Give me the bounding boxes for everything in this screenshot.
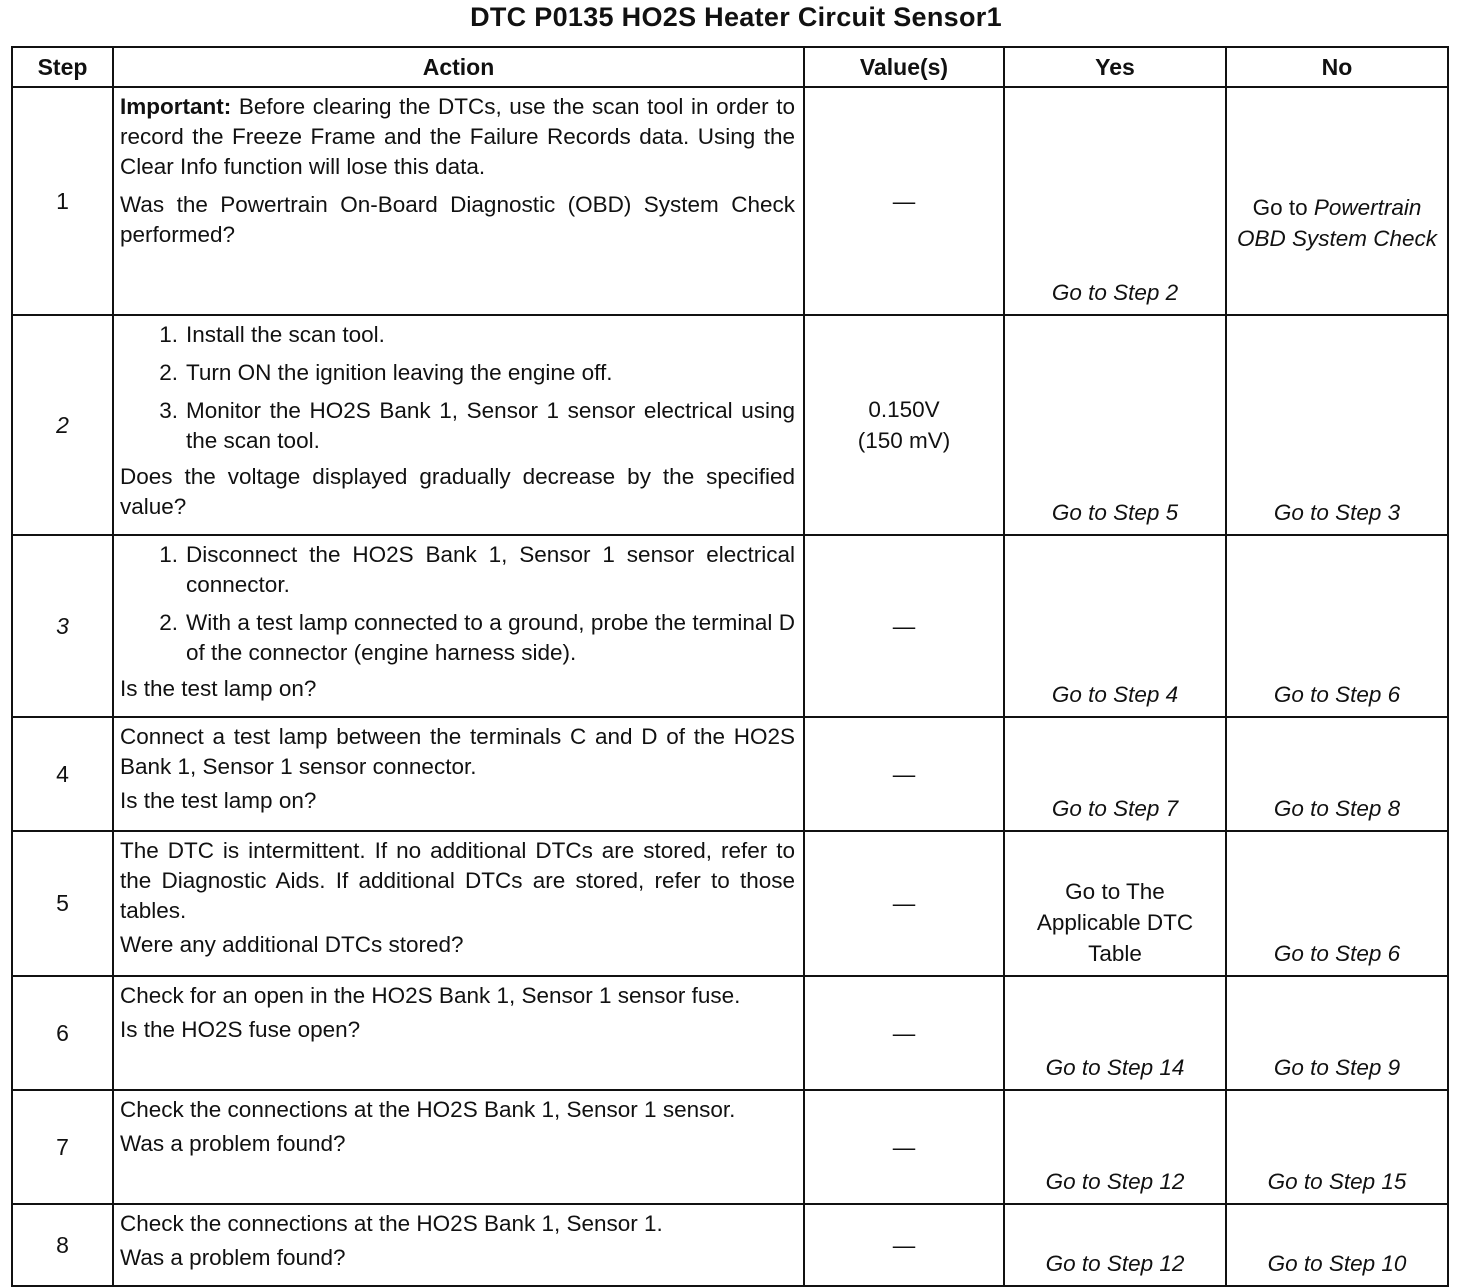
step-number: 6 [12,976,113,1090]
action-cell [113,831,804,976]
table-row [12,315,1448,535]
action-cell [113,87,804,315]
action-cell [113,1090,804,1204]
important-text: Before clearing the DTCs, use the scan tool in order to record the Freeze Frame and the Failure Records data. Using the Clear Info function will lose this data. [120,94,795,179]
action-question: Was a problem found? [120,1131,346,1156]
yes-cell: Go to The Applicable DTC Table [1004,831,1226,976]
action-question: Is the test lamp on? [120,788,317,813]
yes-cell: Go to Step 12 [1004,1204,1226,1286]
list-number: 1. [159,322,178,347]
no-prefix: Go to [1252,195,1314,220]
header-no: No [1226,47,1448,87]
step-number: 1 [12,87,113,315]
action-text: Check the connections at the HO2S Bank 1, Sensor 1 sensor. [120,1097,736,1122]
value-dash: — [892,761,916,787]
table-row [12,87,1448,315]
list-item [120,540,795,600]
header-yes: Yes [1004,47,1226,87]
action-cell [113,315,804,535]
list-number: 2. [159,610,178,635]
page-title: DTC P0135 HO2S Heater Circuit Sensor1 [470,2,1002,32]
value-cell [804,976,1004,1090]
header-action: Action [113,47,804,87]
yes-cell: Go to Step 5 [1004,315,1226,535]
step-number: 3 [12,535,113,717]
list-number: 2. [159,360,178,385]
value-cell [804,831,1004,976]
no-cell: Go to Step 3 [1226,315,1448,535]
value-dash: — [892,1232,916,1258]
value-dash: — [892,891,916,916]
header-step: Step [12,47,113,87]
table-row [12,976,1448,1090]
table-row [12,1090,1448,1204]
no-cell: Go to Step 9 [1226,976,1448,1090]
no-cell: Go to Step 6 [1226,831,1448,976]
list-item [120,358,795,388]
no-cell: Go to Step 6 [1226,535,1448,717]
list-number: 1. [159,542,178,567]
action-cell [113,535,804,717]
action-question: Is the test lamp on? [120,676,317,701]
value-line: 0.150V [868,397,940,422]
header-values: Value(s) [804,47,1004,87]
value-cell [804,717,1004,831]
table-header-row [12,47,1448,87]
yes-cell: Go to Step 14 [1004,976,1226,1090]
list-item [120,608,795,668]
important-note [120,92,795,182]
no-cell [1226,87,1448,315]
value-cell [804,87,1004,315]
table-row [12,831,1448,976]
value-line: (150 mV) [857,428,951,453]
step-number: 8 [12,1204,113,1286]
action-question: Were any additional DTCs stored? [120,932,464,957]
table-row [12,717,1448,831]
action-text: The DTC is intermittent. If no additional DTCs are stored, refer to the Diagnostic Aids. If additional DTCs are stored, refer to those tables. [120,838,795,923]
table-row [12,535,1448,717]
step-number: 2 [12,315,113,535]
list-text: Install the scan tool. [186,322,385,347]
value-cell [804,1204,1004,1286]
list-item [120,396,795,456]
value-cell [804,535,1004,717]
action-text: Check for an open in the HO2S Bank 1, Sensor 1 sensor fuse. [120,983,741,1008]
diagnostic-table [11,46,1449,1287]
value-dash: — [892,613,916,639]
action-cell [113,1204,804,1286]
action-cell [113,976,804,1090]
yes-cell: Go to Step 4 [1004,535,1226,717]
list-text: Turn ON the ignition leaving the engine off. [186,360,613,385]
list-text: With a test lamp connected to a ground, probe the terminal D of the connector (engine harness side). [186,610,795,665]
no-cell: Go to Step 10 [1226,1204,1448,1286]
value-dash: — [892,1020,916,1046]
action-question: Was the Powertrain On-Board Diagnostic (OBD) System Check performed? [120,192,795,247]
step-number: 4 [12,717,113,831]
action-question: Does the voltage displayed gradually decrease by the specified value? [120,464,795,519]
important-label: Important: [120,94,232,119]
list-number: 3. [159,398,178,423]
no-link: Powertrain OBD System Check [1236,195,1438,251]
no-cell: Go to Step 15 [1226,1090,1448,1204]
action-question: Was a problem found? [120,1245,346,1270]
action-question: Is the HO2S fuse open? [120,1017,361,1042]
yes-cell: Go to Step 2 [1004,87,1226,315]
value-dash: — [892,1134,916,1160]
step-number: 7 [12,1090,113,1204]
step-number: 5 [12,831,113,976]
yes-cell: Go to Step 12 [1004,1090,1226,1204]
list-item [120,320,795,350]
action-cell [113,717,804,831]
yes-cell: Go to Step 7 [1004,717,1226,831]
list-text: Disconnect the HO2S Bank 1, Sensor 1 sensor electrical connector. [186,542,795,597]
value-dash: — [892,188,916,214]
list-text: Monitor the HO2S Bank 1, Sensor 1 sensor electrical using the scan tool. [186,398,795,453]
value-cell [804,1090,1004,1204]
value-cell [804,315,1004,535]
no-cell: Go to Step 8 [1226,717,1448,831]
action-text: Check the connections at the HO2S Bank 1, Sensor 1. [120,1211,663,1236]
table-row [12,1204,1448,1286]
action-text: Connect a test lamp between the terminals C and D of the HO2S Bank 1, Sensor 1 sensor connector. [120,724,795,779]
